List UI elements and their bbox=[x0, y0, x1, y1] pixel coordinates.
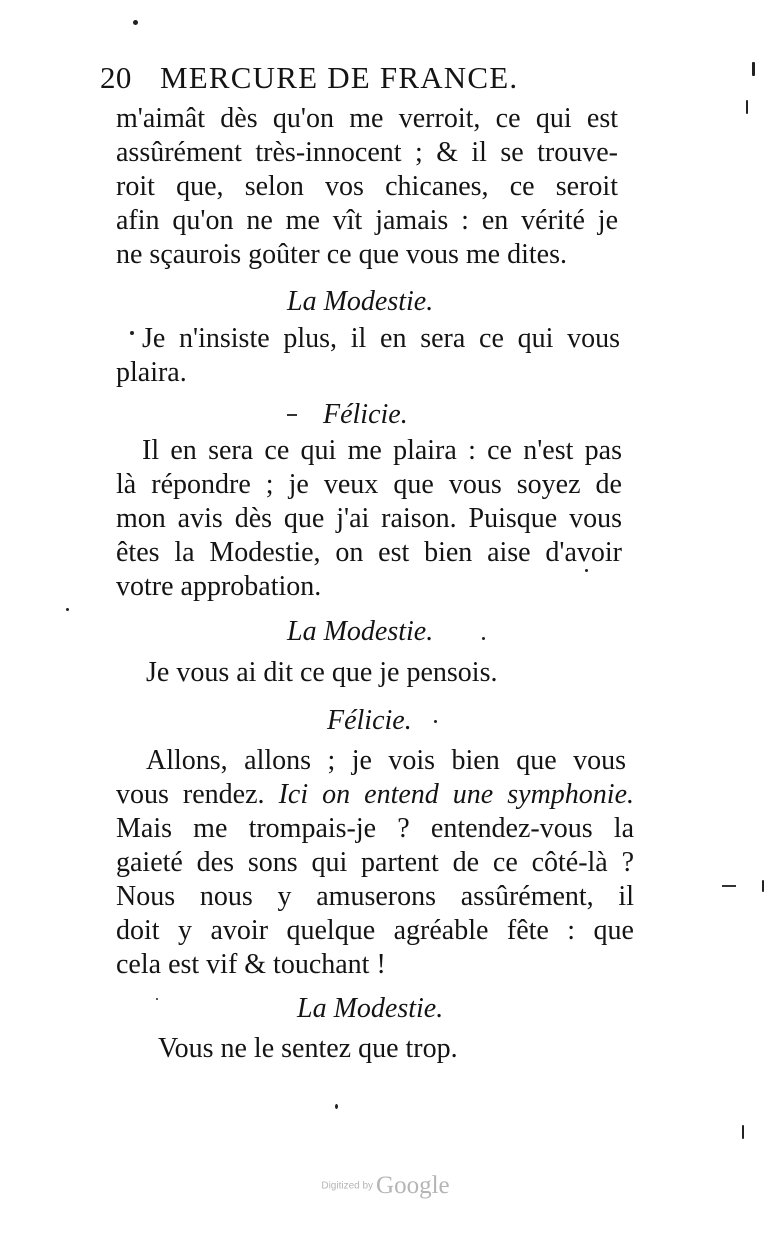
text-line: Je n'insiste plus, il en sera ce qui vous bbox=[142, 323, 620, 354]
text-line: ne sçaurois goûter ce que vous me dites. bbox=[116, 239, 567, 270]
scan-speck bbox=[156, 998, 158, 1000]
scan-speck bbox=[746, 100, 748, 114]
scan-speck bbox=[585, 569, 588, 572]
speaker-heading: Félicie. bbox=[323, 399, 408, 430]
scan-speck bbox=[762, 880, 764, 892]
text-line: m'aimât dès qu'on me verroit, ce qui est bbox=[116, 103, 618, 134]
speaker-heading: La Modestie. bbox=[287, 286, 434, 317]
text-line: êtes la Modestie, on est bien aise d'avoir bbox=[116, 537, 622, 568]
text-line: votre approbation. bbox=[116, 571, 322, 602]
text-line: cela est vif & touchant ! bbox=[116, 949, 386, 980]
text-line: afin qu'on ne me vît jamais : en vérité je bbox=[116, 205, 618, 236]
text-line: là répondre ; je veux que vous soyez de bbox=[116, 469, 622, 500]
text-line: Il en sera ce qui me plaira : ce n'est pas bbox=[142, 435, 622, 466]
stray-mark bbox=[287, 414, 297, 416]
digitized-label: Digitized by bbox=[321, 1180, 374, 1192]
page-number: 20 bbox=[100, 60, 132, 95]
scan-speck bbox=[66, 608, 69, 611]
speaker-heading: La Modestie. bbox=[287, 616, 434, 647]
text-line: roit que, selon vos chicanes, ce seroit bbox=[116, 171, 618, 202]
text-line: plaira. bbox=[116, 357, 187, 388]
google-brand: Google bbox=[376, 1172, 450, 1199]
text-line: Je vous ai dit ce que je pensois. bbox=[146, 657, 498, 688]
scan-speck bbox=[434, 720, 437, 723]
text-line: Mais me trompais-je ? entendez-vous la bbox=[116, 813, 634, 844]
scan-speck bbox=[133, 20, 138, 25]
scan-speck bbox=[742, 1125, 744, 1139]
text-line: doit y avoir quelque agréable fête : que bbox=[116, 915, 634, 946]
scan-speck bbox=[130, 331, 134, 335]
scan-speck bbox=[722, 885, 736, 887]
text-segment: vous rendez. bbox=[116, 779, 265, 810]
text-line: mon avis dès que j'ai raison. Puisque vous bbox=[116, 503, 622, 534]
text-line-with-stage-direction bbox=[116, 778, 634, 812]
scan-speck bbox=[752, 62, 755, 76]
stage-direction: Ici on entend une symphonie. bbox=[278, 779, 634, 810]
text-line: assûrément très-innocent ; & il se trouve- bbox=[116, 137, 618, 168]
speaker-heading: La Modestie. bbox=[297, 993, 444, 1024]
digitized-watermark bbox=[0, 1172, 771, 1212]
text-line: gaieté des sons qui partent de ce côté-là ? bbox=[116, 847, 634, 878]
text-line: Nous nous y amuserons assûrément, il bbox=[116, 881, 634, 912]
text-line: Allons, allons ; je vois bien que vous bbox=[146, 745, 626, 776]
text-line: Vous ne le sentez que trop. bbox=[158, 1033, 458, 1064]
scan-speck bbox=[335, 1104, 338, 1109]
scan-speck bbox=[482, 637, 485, 640]
running-header bbox=[100, 58, 600, 98]
speaker-heading: Félicie. bbox=[327, 705, 412, 736]
running-title: MERCURE DE FRANCE. bbox=[160, 60, 519, 95]
